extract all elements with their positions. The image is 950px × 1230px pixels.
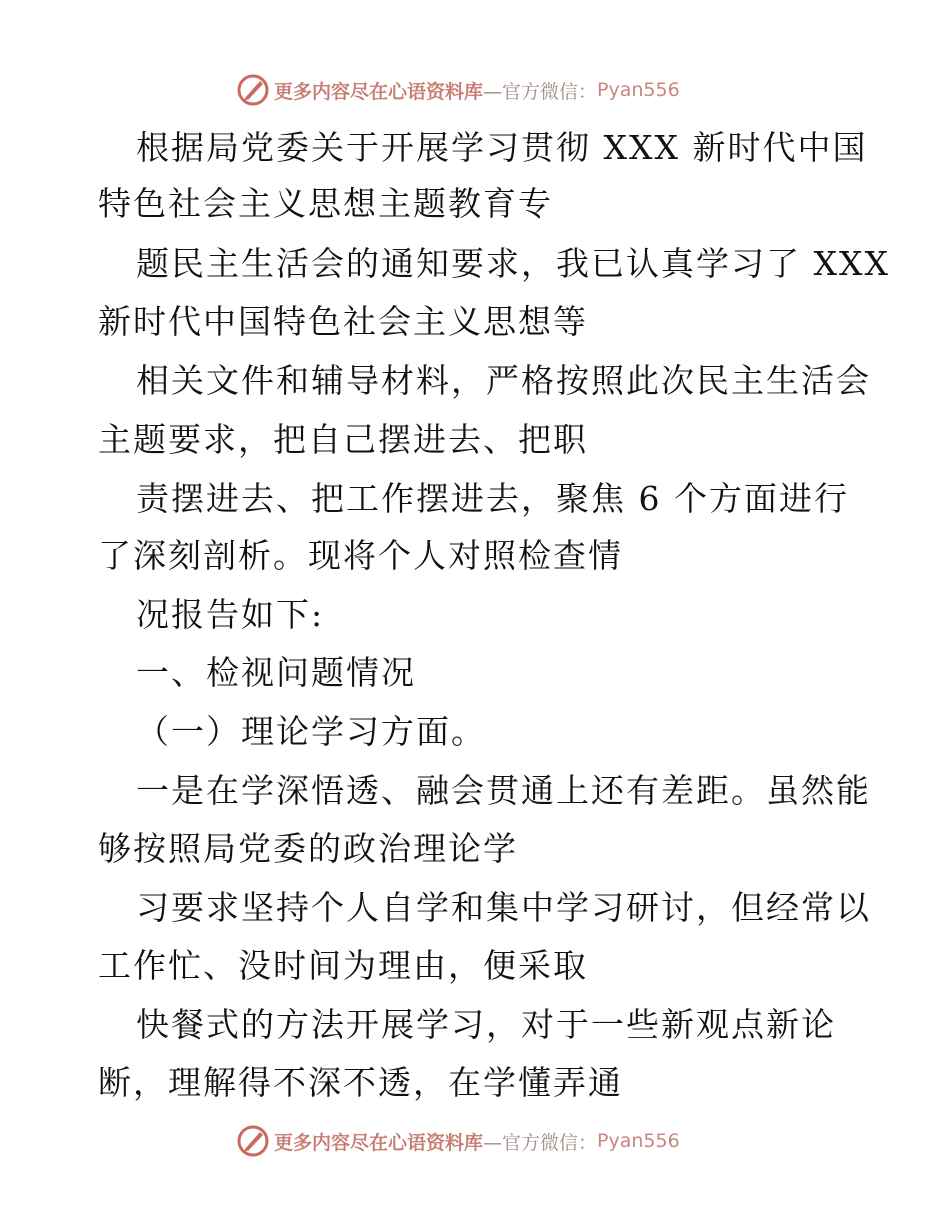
- text-line: 主题要求，把自己摆进去、把职: [98, 420, 588, 459]
- text-line: 特色社会主义思想主题教育专: [98, 184, 553, 223]
- text-line: 了深刻剖析。现将个人对照检查情: [98, 536, 623, 575]
- text-line: 新时代中国特色社会主义思想等: [98, 302, 588, 341]
- text-line: 快餐式的方法开展学习，对于一些新观点新论: [136, 1005, 836, 1044]
- official-wechat-label: —官方微信：: [483, 80, 598, 103]
- text-line: 责摆进去、把工作摆进去，聚焦 6 个方面进行: [136, 479, 849, 518]
- text-line: 根据局党委关于开展学习贯彻 XXX 新时代中国: [136, 128, 868, 167]
- text-line: 习要求坚持个人自学和集中学习研讨，但经常以: [136, 888, 871, 927]
- wechat-id: Pyan556: [597, 79, 680, 101]
- promo-text: 更多内容尽在心语资料库: [274, 80, 484, 103]
- text-line: 工作忙、没时间为理由，便采取: [98, 946, 588, 985]
- text-line: 断，理解得不深不透，在学懂弄通: [98, 1063, 623, 1102]
- text-line: 够按照局党委的政治理论学: [98, 829, 518, 868]
- quill-circle-logo-icon: [236, 73, 270, 107]
- wechat-id: Pyan556: [597, 1130, 680, 1152]
- section-heading: 一、检视问题情况: [136, 653, 416, 692]
- footer-watermark: [236, 1124, 756, 1158]
- text-line: 一是在学深悟透、融会贯通上还有差距。虽然能: [136, 771, 871, 810]
- official-wechat-label: —官方微信：: [483, 1131, 598, 1154]
- quill-circle-logo-icon: [236, 1124, 270, 1158]
- text-line: 题民主生活会的通知要求，我已认真学习了 XXX: [136, 244, 890, 283]
- text-line: 相关文件和辅导材料，严格按照此次民主生活会: [136, 361, 871, 400]
- text-line: 况报告如下:: [136, 595, 325, 634]
- promo-text: 更多内容尽在心语资料库: [274, 1131, 484, 1154]
- subsection-heading: （一）理论学习方面。: [136, 712, 486, 751]
- header-watermark: [236, 73, 756, 107]
